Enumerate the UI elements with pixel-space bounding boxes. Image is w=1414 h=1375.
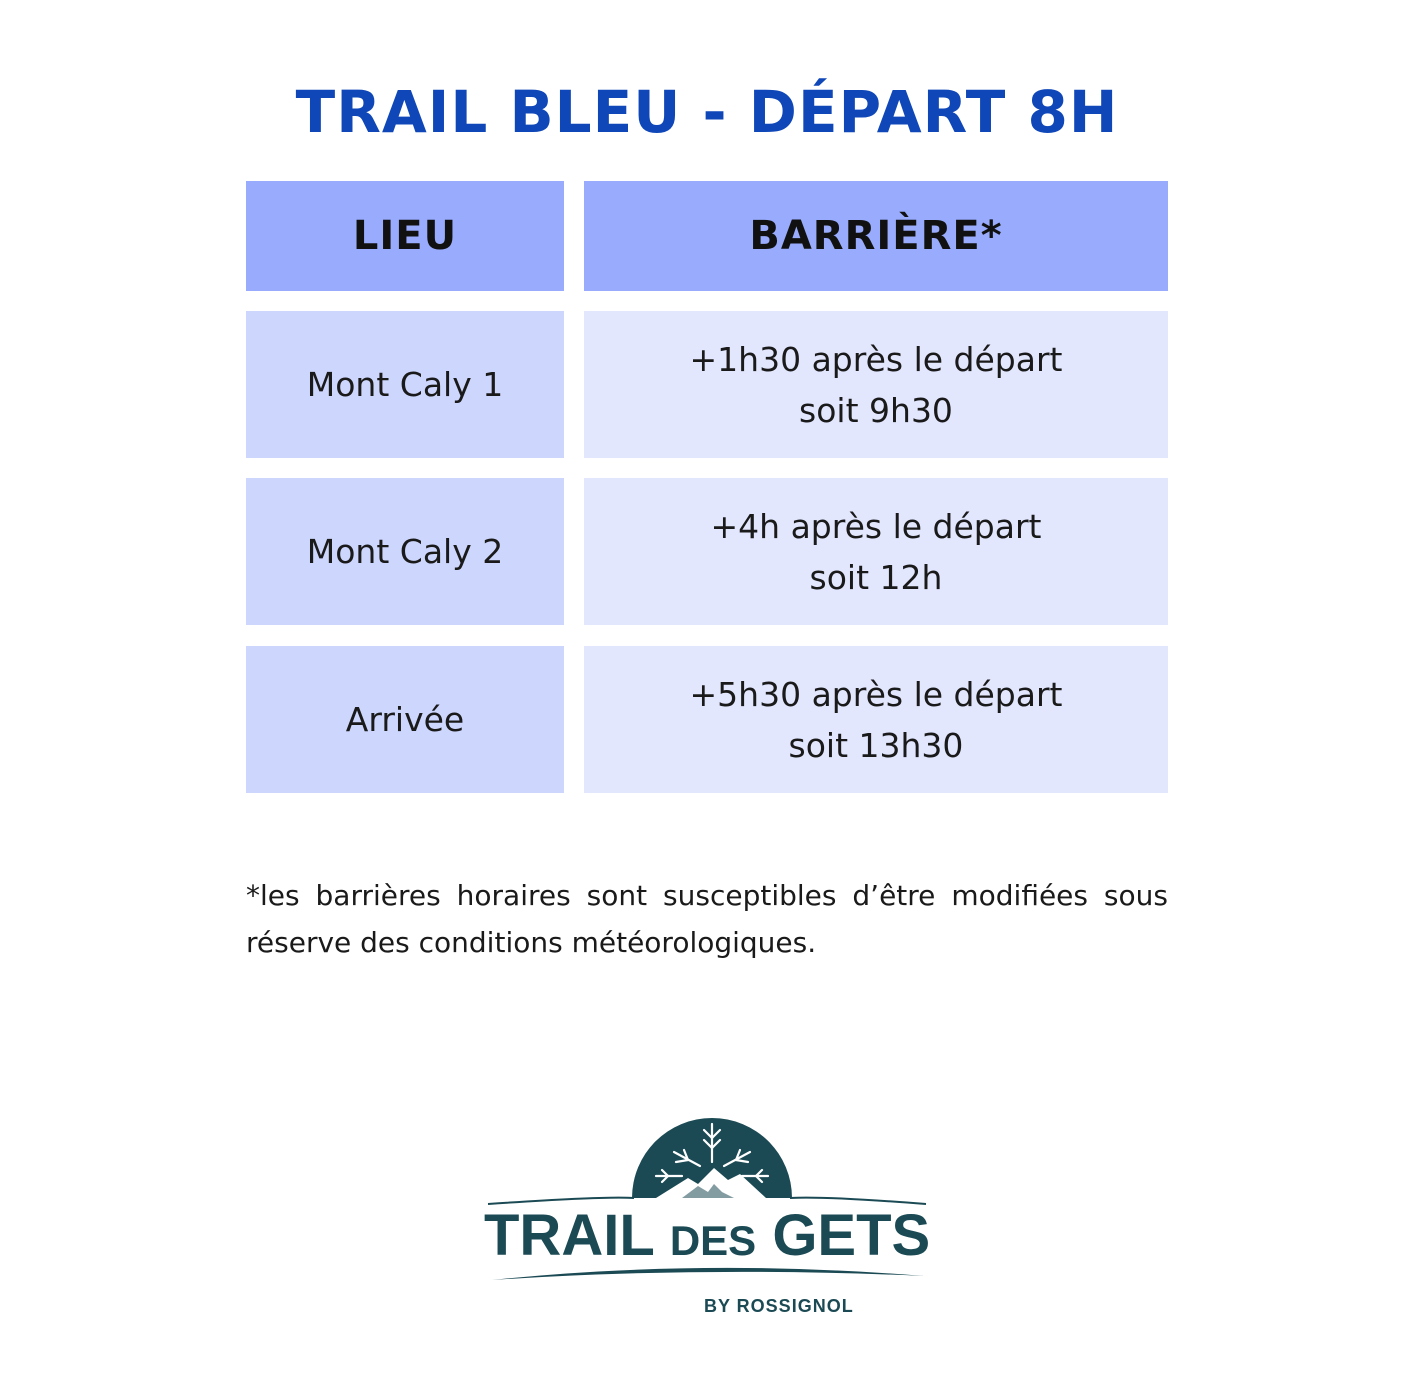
barrier-delay: +5h30 après le départ — [689, 674, 1063, 714]
header-lieu: LIEU — [246, 181, 564, 291]
page-title: TRAIL BLEU - DÉPART 8H — [295, 78, 1119, 146]
footnote: *les barrières horaires sont susceptibles d’être modifiées sous réserve des conditions météorologiques. — [246, 879, 1168, 959]
barrier-delay: +1h30 après le départ — [689, 339, 1063, 379]
barrier-cell — [584, 311, 1168, 458]
location-cell: Mont Caly 1 — [246, 311, 564, 458]
logo-wordmark: TRAIL DES GETS — [484, 1203, 931, 1268]
barrier-time: soit 9h30 — [799, 390, 953, 430]
trail-des-gets-logo — [484, 1100, 930, 1330]
barrier-time: soit 13h30 — [788, 725, 964, 765]
location-cell: Mont Caly 2 — [246, 478, 564, 625]
location-cell: Arrivée — [246, 646, 564, 793]
barrier-cell — [584, 478, 1168, 625]
barrier-cell — [584, 646, 1168, 793]
logo-byline: BY ROSSIGNOL — [704, 1296, 854, 1316]
header-barriere: BARRIÈRE* — [584, 181, 1168, 291]
barrier-delay: +4h après le départ — [710, 506, 1042, 546]
barrier-time: soit 12h — [809, 557, 943, 597]
